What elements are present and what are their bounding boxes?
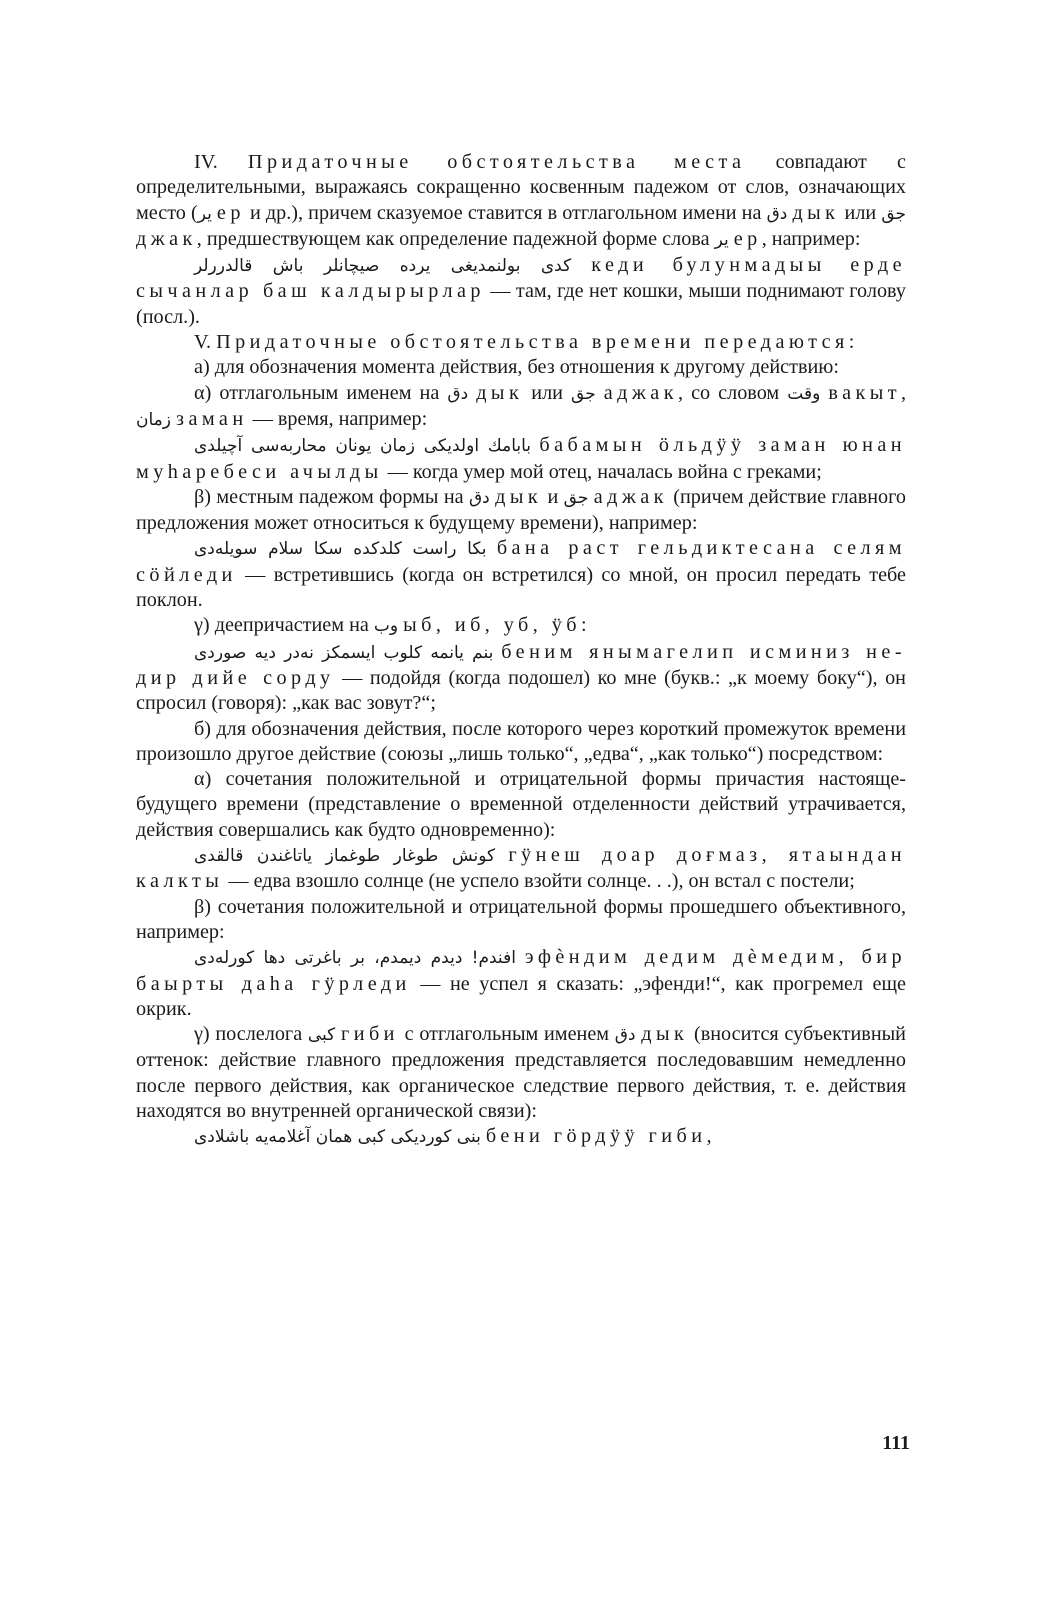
arabic-script-text: افندم! دیدم دیمدم، بر باغرتی دها کورله‌دی [194,948,516,969]
arabic-script-text: وب [373,616,399,637]
spaced-transliteration: Придаточные обстоятельства места [247,151,746,173]
paragraph [136,767,906,843]
paragraph [136,253,906,330]
arabic-script-text: دق [468,487,490,508]
spaced-transliteration: дык [476,381,524,404]
paragraph [136,433,906,485]
body-text: — подойдя (когда подошел) ко мне (букв.: „к моему боку“), он спросил (говоря): „как вас зовут?“; [136,666,906,715]
paragraph [136,355,906,380]
arabic-script-text: جق [563,487,589,508]
spaced-transliteration: дык [641,1023,689,1046]
body-text: β) сочетания положительной и отрицательной формы прошедшего объективного, например: [136,895,906,943]
body-text: — когда умер мой отец, началась война с греками; [382,460,822,483]
body-text [516,946,525,968]
paragraph [136,945,906,1022]
body-text: α) сочетания положительной и отрицательной формы причастия настояще-будущего времени (представление о временной отделенности действий утрачивается, действия совершались как будто одновременно): [136,768,906,841]
body-text: и [542,485,564,508]
spaced-transliteration: Придаточные обстоятельства времени передаются [216,331,849,354]
arabic-script-text: یر [197,203,212,224]
paragraph [136,150,906,253]
body-text: , например: [761,227,861,250]
body-text: γ) деепричастием на [194,614,374,637]
body-text: — едва взошло солнце (не успело взойти солнце. . .), он встал с постели; [223,870,855,893]
body-text [468,382,476,404]
body-text: а) для обозначения момента действия, без отношения к другому действию: [194,356,839,379]
body-text: или [839,201,882,224]
arabic-script-text: دق [447,383,469,404]
body-text: V. [194,331,217,354]
body-text: : [581,614,587,637]
body-text: — встретившись (когда он встретился) со мной, он просил передать тебе поклон. [136,563,906,612]
arabic-script-text: یر [714,229,729,250]
body-text: , предшествующем как определение падежной форме слова [196,227,715,250]
body-text: (причем действие главного предложения может относиться к будущему времени), например: [136,485,906,535]
body-text: — время, например: [247,407,428,430]
body-text: — не успел я сказать: „эфенди!“, как прогремел еще окрик. [136,972,906,1020]
arabic-script-text: زمان [136,409,171,430]
paragraph [136,895,906,946]
spaced-transliteration: дык [792,201,840,224]
spaced-transliteration: бени гӧрдӱӱ гиби, [485,1125,716,1148]
arabic-script-text: وقت [787,383,821,404]
body-text: α) отглагольным именем на [194,381,448,404]
paragraph [136,613,906,639]
body-text: IV. [194,151,248,173]
spaced-transliteration: гӱнеш доар доғмаз, ятаындан калкты [136,844,906,893]
body-text: или [523,381,572,404]
body-text: , [901,381,906,404]
body-text: и др.), причем сказуемое ставится в отглагольном имени на [244,201,767,224]
spaced-transliteration: джак [136,227,197,250]
paragraph [136,1124,906,1150]
arabic-script-text: بکا راست کلدکده سکا سلام سویله‌دی [194,539,487,560]
spaced-transliteration: эфѐндим дедим дѐмедим, бир баырты даһа гӱрледи [136,946,906,995]
body-text: — там, где нет кошки, мыши поднимают голову (посл.). [136,280,906,328]
arabic-script-text: جق [571,383,596,404]
body-text [571,254,591,276]
body-text [486,537,496,559]
body-text [495,844,508,866]
spaced-transliteration: вакыт [828,381,902,404]
paragraph [136,843,906,895]
spaced-transliteration: дык [495,485,543,508]
spaced-transliteration: бана раст гельдиктесана селям сӧйледи [136,537,906,586]
body-text: : [848,331,855,354]
spaced-transliteration: аджак [593,485,668,508]
spaced-transliteration: гиби [341,1023,399,1046]
arabic-script-text: بنم یانمه کلوب ایسمکز نه‌در دیه صوردی [194,642,494,663]
body-text: совпадают с определительными, выражаясь сокращенно косвенным падежом от слов, означающих место ( [136,151,906,224]
arabic-script-text: دق [766,203,788,224]
paragraph [136,640,906,717]
body-text: , со словом [677,381,788,404]
arabic-script-text: بنی کوردیکی کبی همان آغلامه‌یه باشلادی [194,1127,481,1148]
body-text: β) местным падежом формы на [194,485,469,508]
spaced-transliteration: ыб, иб, уб, ӱб [403,614,582,637]
paragraph [136,381,906,434]
body-text: б) для обозначения действия, после которого через короткий промежуток времени произошло другое действие (союзы „лишь только“, „едва“, „как только“) посредством: [136,717,906,765]
spaced-transliteration: ер [216,201,245,224]
text-body [136,150,906,1440]
spaced-transliteration: бабамын ӧльдӱӱ заман юнан муһаребеси ачылды [136,434,906,483]
paragraph [136,536,906,613]
arabic-script-text: بابامك اولدیکی زمان یونان محاربه‌سی آچیلدی [194,436,532,457]
arabic-script-text: کونش طوغار طوغماز یاتاغندن قالقدی [194,846,496,867]
spaced-transliteration: беним янымагелип исминиз не-дир дийе сорду [136,640,906,689]
arabic-script-text: کدی بولنمدیغی یرده صیچانلر باش قالدررلر [194,256,572,277]
body-text: с отглагольным именем [398,1023,615,1046]
paragraph [136,717,906,768]
arabic-script-text: جق [881,203,906,224]
paragraph [136,330,906,355]
page-number: 111 [882,1432,910,1454]
body-text: (вносится субъективный оттенок: действие главного предложения представляется последовавшим немедленно после первого действия, как органическое следствие первого действия, т. е. действия находятся во внутренней органической связи): [136,1023,906,1122]
spaced-transliteration: ер [733,227,762,250]
spaced-transliteration: кеди булунмадыы ерде сычанлар баш калдырырлар [136,254,906,303]
spaced-transliteration: аджак [603,381,678,404]
spaced-transliteration: заман [176,407,248,430]
body-text: γ) послелога [194,1023,308,1046]
paragraph [136,1022,906,1124]
arabic-script-text: دق [614,1025,636,1046]
arabic-script-text: کبی [307,1025,336,1046]
paragraph [136,485,906,537]
body-text [596,382,604,404]
